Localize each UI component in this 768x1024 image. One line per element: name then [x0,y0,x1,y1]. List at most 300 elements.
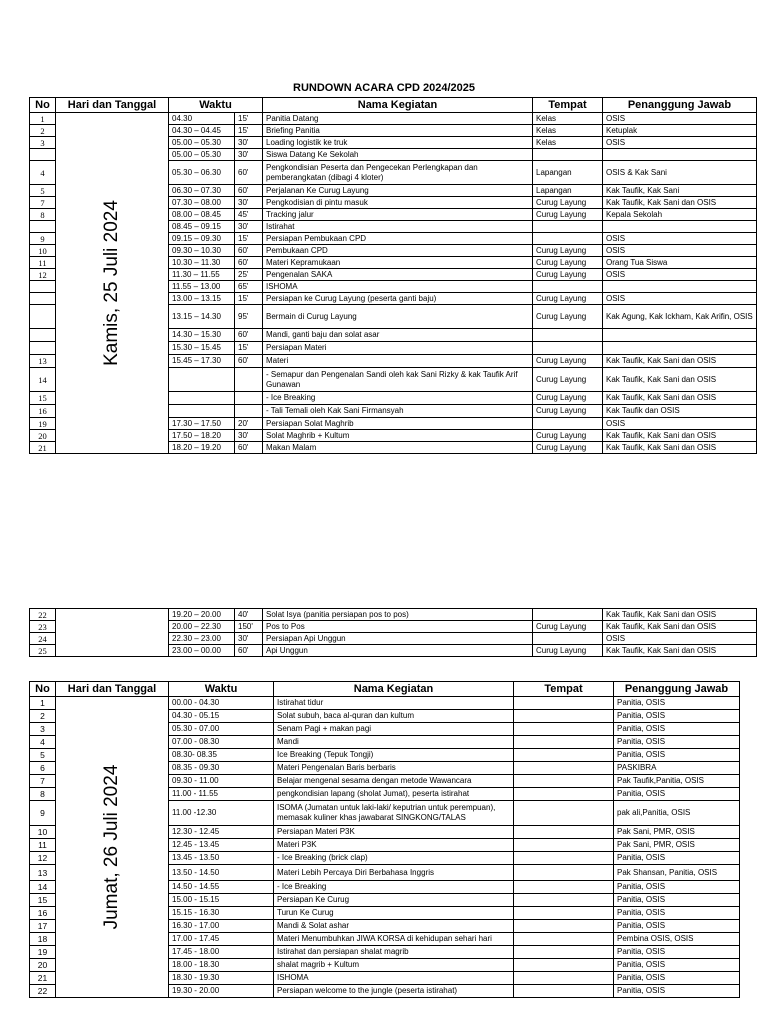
row-number: 17 [30,920,56,933]
duration-cell: 60' [235,645,263,657]
pic-cell: Panitia, OSIS [614,749,740,762]
pic-cell: pak ali,Panitia, OSIS [614,801,740,826]
time-cell: 17.50 – 18.20 [169,430,235,442]
time-cell: 04.30 [169,113,235,125]
time-cell: 11.00 -12.30 [169,801,274,826]
pic-cell: PASKIBRA [614,762,740,775]
place-cell: Curug Layung [533,392,603,405]
activity-cell: Solat subuh, baca al-quran dan kultum [274,710,514,723]
time-cell: 09.30 – 10.30 [169,245,235,257]
pic-cell: Kak Taufik, Kak Sani [603,185,757,197]
time-cell: 17.30 – 17.50 [169,418,235,430]
pic-cell: OSIS [603,233,757,245]
place-cell: Curug Layung [533,442,603,454]
time-cell: 05.30 - 07.00 [169,723,274,736]
duration-cell [235,405,263,418]
duration-cell: 60' [235,442,263,454]
row-number: 11 [30,257,56,269]
row-number: 18 [30,933,56,946]
activity-cell: Belajar mengenal sesama dengan metode Wawancara [274,775,514,788]
row-number [30,293,56,305]
row-number: 6 [30,762,56,775]
header-no: No [30,682,56,697]
row-number: 5 [30,185,56,197]
row-number: 10 [30,245,56,257]
time-cell: 07.30 – 08.00 [169,197,235,209]
pic-cell: Panitia, OSIS [614,907,740,920]
pic-cell: Panitia, OSIS [614,894,740,907]
pic-cell [603,281,757,293]
duration-cell: 30' [235,149,263,161]
place-cell [514,946,614,959]
place-cell: Curug Layung [533,257,603,269]
pic-cell: Kak Agung, Kak Ickham, Kak Arifin, OSIS [603,305,757,329]
row-number: 24 [30,633,56,645]
place-cell: Curug Layung [533,305,603,329]
row-number: 4 [30,736,56,749]
place-cell [514,907,614,920]
place-cell [533,329,603,342]
pic-cell: OSIS [603,269,757,281]
time-cell: 06.30 – 07.30 [169,185,235,197]
day-label: Jumat, 26 Juli 2024 [101,764,122,930]
activity-cell: Persiapan welcome to the jungle (peserta istirahat) [274,985,514,998]
pic-cell: Pak Sani, PMR, OSIS [614,839,740,852]
row-number: 14 [30,881,56,894]
activity-cell: - Tali Temali oleh Kak Sani Firmansyah [263,405,533,418]
time-cell [169,368,235,392]
duration-cell: 15' [235,342,263,355]
activity-cell: - Ice Breaking [263,392,533,405]
pic-cell: Kepala Sekolah [603,209,757,221]
row-number: 5 [30,749,56,762]
place-cell [514,723,614,736]
day-cell [56,113,169,454]
place-cell: Curug Layung [533,405,603,418]
place-cell [514,852,614,865]
duration-cell: 25' [235,269,263,281]
pic-cell: Pak Taufik,Panitia, OSIS [614,775,740,788]
pic-cell: Panitia, OSIS [614,881,740,894]
activity-cell: Materi [263,355,533,368]
activity-cell: Persiapan Ke Curug [274,894,514,907]
place-cell [514,839,614,852]
place-cell [514,788,614,801]
activity-cell: Materi Pengenalan Baris berbaris [274,762,514,775]
time-cell: 10.30 – 11.30 [169,257,235,269]
place-cell [533,233,603,245]
time-cell: 18.00 - 18.30 [169,959,274,972]
place-cell [514,959,614,972]
duration-cell: 30' [235,197,263,209]
time-cell: 11.55 – 13.00 [169,281,235,293]
pic-cell: Ketuplak [603,125,757,137]
day-label: Kamis, 25 Juli 2024 [101,200,122,366]
activity-cell: shalat magrib + Kultum [274,959,514,972]
duration-cell: 20' [235,418,263,430]
row-number: 7 [30,775,56,788]
row-number: 7 [30,197,56,209]
place-cell [533,221,603,233]
time-cell: 08.00 – 08.45 [169,209,235,221]
activity-cell: Solat Isya (panitia persiapan pos to pos) [263,609,533,621]
table-header-row [30,98,757,113]
time-cell: 12.30 - 12.45 [169,826,274,839]
activity-cell: - Ice Breaking [274,881,514,894]
header-place: Tempat [533,98,603,113]
activity-cell: Mandi [274,736,514,749]
place-cell [514,710,614,723]
rundown-table-day1-continued [29,608,757,657]
pic-cell: OSIS [603,293,757,305]
row-number: 20 [30,959,56,972]
pic-cell: Panitia, OSIS [614,959,740,972]
activity-cell: Bermain di Curug Layung [263,305,533,329]
place-cell: Curug Layung [533,621,603,633]
row-number: 16 [30,405,56,418]
activity-cell: Mandi, ganti baju dan solat asar [263,329,533,342]
header-activity: Nama Kegiatan [263,98,533,113]
pic-cell [603,221,757,233]
row-number: 13 [30,865,56,881]
activity-cell: ISHOMA [274,972,514,985]
place-cell [533,149,603,161]
activity-cell: Materi Lebih Percaya Diri Berbahasa Inggris [274,865,514,881]
pic-cell: Kak Taufik, Kak Sani dan OSIS [603,197,757,209]
duration-cell: 15' [235,125,263,137]
place-cell: Kelas [533,113,603,125]
pic-cell: OSIS [603,137,757,149]
row-number: 12 [30,852,56,865]
place-cell: Curug Layung [533,197,603,209]
pic-cell: Panitia, OSIS [614,710,740,723]
activity-cell: Persiapan Materi [263,342,533,355]
activity-cell: Materi Menumbuhkan JIWA KORSA di kehidupan sehari hari [274,933,514,946]
duration-cell: 60' [235,185,263,197]
pic-cell: Kak Taufik, Kak Sani dan OSIS [603,621,757,633]
pic-cell: Pak Sani, PMR, OSIS [614,826,740,839]
activity-cell: Panitia Datang [263,113,533,125]
row-number: 10 [30,826,56,839]
time-cell: 05.30 – 06.30 [169,161,235,185]
activity-cell: - Ice Breaking (brick clap) [274,852,514,865]
activity-cell: Loading logistik ke truk [263,137,533,149]
duration-cell: 30' [235,137,263,149]
time-cell: 08.30- 08.35 [169,749,274,762]
duration-cell: 60' [235,329,263,342]
place-cell: Curug Layung [533,430,603,442]
row-number: 15 [30,894,56,907]
pic-cell: OSIS [603,633,757,645]
activity-cell: ISOMA (Jumatan untuk laki-laki/ keputrian untuk perempuan), memasak kuliner khas jawabarat SINGKONG/TALAS [274,801,514,826]
pic-cell: Kak Taufik, Kak Sani dan OSIS [603,368,757,392]
activity-cell: ISHOMA [263,281,533,293]
row-number: 21 [30,972,56,985]
duration-cell: 60' [235,161,263,185]
header-pic: Penanggung Jawab [614,682,740,697]
place-cell [514,920,614,933]
activity-cell: Persiapan Materi P3K [274,826,514,839]
time-cell: 05.00 – 05.30 [169,149,235,161]
place-cell [533,418,603,430]
duration-cell: 15' [235,293,263,305]
row-number: 20 [30,430,56,442]
table-row [30,113,757,125]
pic-cell: Kak Taufik, Kak Sani dan OSIS [603,645,757,657]
activity-cell: Pos to Pos [263,621,533,633]
pic-cell: Kak Taufik, Kak Sani dan OSIS [603,355,757,368]
row-number: 22 [30,609,56,621]
pic-cell: Panitia, OSIS [614,985,740,998]
pic-cell: Panitia, OSIS [614,697,740,710]
activity-cell: Ice Breaking (Tepuk Tongji) [274,749,514,762]
place-cell: Lapangan [533,185,603,197]
time-cell: 04.30 - 05.15 [169,710,274,723]
time-cell: 19.20 – 20.00 [169,609,235,621]
time-cell: 08.35 - 09.30 [169,762,274,775]
time-cell: 13.45 - 13.50 [169,852,274,865]
time-cell: 23.00 – 00.00 [169,645,235,657]
place-cell [514,881,614,894]
duration-cell: 60' [235,257,263,269]
activity-cell: Senam Pagi + makan pagi [274,723,514,736]
time-cell: 15.00 - 15.15 [169,894,274,907]
duration-cell [235,392,263,405]
time-cell: 17.45 - 18.00 [169,946,274,959]
row-number: 2 [30,710,56,723]
place-cell [533,342,603,355]
time-cell: 11.30 – 11.55 [169,269,235,281]
time-cell: 14.50 - 14.55 [169,881,274,894]
activity-cell: Persiapan Solat Maghrib [263,418,533,430]
place-cell [514,826,614,839]
rundown-table-day2 [29,681,740,998]
pic-cell: Pak Shansan, Panitia, OSIS [614,865,740,881]
row-number: 11 [30,839,56,852]
time-cell: 09.15 – 09.30 [169,233,235,245]
duration-cell: 95' [235,305,263,329]
time-cell: 13.15 – 14.30 [169,305,235,329]
header-time: Waktu [169,682,274,697]
table-header-row [30,682,740,697]
row-number: 9 [30,801,56,826]
pic-cell: OSIS [603,113,757,125]
duration-cell: 30' [235,221,263,233]
pic-cell: Kak Taufik, Kak Sani dan OSIS [603,430,757,442]
place-cell [533,633,603,645]
header-day: Hari dan Tanggal [56,682,169,697]
activity-cell: Pembukaan CPD [263,245,533,257]
place-cell [514,801,614,826]
time-cell: 13.00 – 13.15 [169,293,235,305]
place-cell: Curug Layung [533,209,603,221]
place-cell [514,697,614,710]
time-cell: 20.00 – 22.30 [169,621,235,633]
activity-cell: Pengenalan SAKA [263,269,533,281]
activity-cell: pengkondisian lapang (sholat Jumat), peserta istirahat [274,788,514,801]
duration-cell: 45' [235,209,263,221]
time-cell: 05.00 – 05.30 [169,137,235,149]
place-cell: Kelas [533,137,603,149]
pic-cell: Panitia, OSIS [614,852,740,865]
place-cell [514,762,614,775]
activity-cell: Materi Kepramukaan [263,257,533,269]
row-number: 4 [30,161,56,185]
pic-cell: Pembina OSIS, OSIS [614,933,740,946]
activity-cell: Pengkodisian di pintu masuk [263,197,533,209]
table-row [30,697,740,710]
time-cell: 15.30 – 15.45 [169,342,235,355]
place-cell [533,609,603,621]
pic-cell: Panitia, OSIS [614,920,740,933]
time-cell: 18.30 - 19.30 [169,972,274,985]
activity-cell: Mandi & Solat ashar [274,920,514,933]
time-cell: 22.30 – 23.00 [169,633,235,645]
time-cell: 15.45 – 17.30 [169,355,235,368]
activity-cell: Briefing Panitia [263,125,533,137]
row-number: 16 [30,907,56,920]
time-cell [169,392,235,405]
activity-cell: Materi P3K [274,839,514,852]
header-place: Tempat [514,682,614,697]
row-number: 8 [30,788,56,801]
time-cell: 08.45 – 09.15 [169,221,235,233]
place-cell [514,775,614,788]
pic-cell: Panitia, OSIS [614,946,740,959]
pic-cell [603,342,757,355]
header-activity: Nama Kegiatan [274,682,514,697]
activity-cell: Siswa Datang Ke Sekolah [263,149,533,161]
pic-cell: Panitia, OSIS [614,736,740,749]
header-time: Waktu [169,98,263,113]
row-number [30,329,56,342]
document-title: RUNDOWN ACARA CPD 2024/2025 [293,82,475,94]
time-cell: 04.30 – 04.45 [169,125,235,137]
day-cell [56,609,169,657]
activity-cell: Persiapan ke Curug Layung (peserta ganti baju) [263,293,533,305]
rundown-table-day1 [29,97,757,454]
activity-cell: Solat Maghrib + Kultum [263,430,533,442]
time-cell: 07.00 - 08.30 [169,736,274,749]
row-number: 25 [30,645,56,657]
header-day: Hari dan Tanggal [56,98,169,113]
row-number: 1 [30,113,56,125]
pic-cell: Kak Taufik, Kak Sani dan OSIS [603,392,757,405]
place-cell [514,749,614,762]
place-cell [514,736,614,749]
place-cell [514,865,614,881]
activity-cell: Persiapan Api Unggun [263,633,533,645]
pic-cell: Orang Tua Siswa [603,257,757,269]
row-number: 15 [30,392,56,405]
header-no: No [30,98,56,113]
activity-cell: Istirahat dan persiapan shalat magrib [274,946,514,959]
row-number: 12 [30,269,56,281]
time-cell: 12.45 - 13.45 [169,839,274,852]
row-number: 13 [30,355,56,368]
duration-cell: 65' [235,281,263,293]
activity-cell: Perjalanan Ke Curug Layung [263,185,533,197]
duration-cell: 60' [235,355,263,368]
row-number: 1 [30,697,56,710]
row-number: 19 [30,418,56,430]
place-cell [514,985,614,998]
row-number: 3 [30,137,56,149]
row-number [30,342,56,355]
row-number [30,149,56,161]
table-row [30,609,757,621]
place-cell: Curug Layung [533,245,603,257]
activity-cell: Istirahat [263,221,533,233]
row-number: 23 [30,621,56,633]
activity-cell: Pengkondisian Peserta dan Pengecekan Perlengkapan dan pemberangkatan (dibagi 4 kloter) [263,161,533,185]
row-number: 22 [30,985,56,998]
time-cell: 11.00 - 11.55 [169,788,274,801]
activity-cell: Turun Ke Curug [274,907,514,920]
row-number [30,305,56,329]
pic-cell: OSIS [603,245,757,257]
pic-cell: Kak Taufik, Kak Sani dan OSIS [603,609,757,621]
activity-cell: Api Unggun [263,645,533,657]
place-cell: Lapangan [533,161,603,185]
time-cell: 15.15 - 16.30 [169,907,274,920]
time-cell: 19.30 - 20.00 [169,985,274,998]
activity-cell: Istirahat tidur [274,697,514,710]
place-cell [514,972,614,985]
time-cell: 16.30 - 17.00 [169,920,274,933]
row-number: 19 [30,946,56,959]
pic-cell: OSIS & Kak Sani [603,161,757,185]
pic-cell: Kak Taufik dan OSIS [603,405,757,418]
duration-cell: 30' [235,633,263,645]
activity-cell: Makan Malam [263,442,533,454]
place-cell: Curug Layung [533,645,603,657]
row-number [30,281,56,293]
pic-cell: Panitia, OSIS [614,788,740,801]
activity-cell: Tracking jalur [263,209,533,221]
row-number: 2 [30,125,56,137]
pic-cell: OSIS [603,418,757,430]
time-cell: 00.00 - 04.30 [169,697,274,710]
duration-cell: 150' [235,621,263,633]
duration-cell: 15' [235,113,263,125]
row-number [30,221,56,233]
time-cell: 17.00 - 17.45 [169,933,274,946]
row-number: 8 [30,209,56,221]
pic-cell: Panitia, OSIS [614,723,740,736]
time-cell: 14.30 – 15.30 [169,329,235,342]
header-pic: Penanggung Jawab [603,98,757,113]
duration-cell: 15' [235,233,263,245]
place-cell [514,894,614,907]
place-cell: Kelas [533,125,603,137]
place-cell: Curug Layung [533,293,603,305]
time-cell [169,405,235,418]
pic-cell: Kak Taufik, Kak Sani dan OSIS [603,442,757,454]
duration-cell: 60' [235,245,263,257]
row-number: 14 [30,368,56,392]
place-cell [533,281,603,293]
row-number: 21 [30,442,56,454]
pic-cell: Panitia, OSIS [614,972,740,985]
time-cell: 13.50 - 14.50 [169,865,274,881]
day-cell [56,697,169,998]
place-cell: Curug Layung [533,269,603,281]
time-cell: 09.30 - 11.00 [169,775,274,788]
duration-cell [235,368,263,392]
activity-cell: - Semapur dan Pengenalan Sandi oleh kak Sani Rizky & kak Taufik Arif Gunawan [263,368,533,392]
pic-cell [603,149,757,161]
